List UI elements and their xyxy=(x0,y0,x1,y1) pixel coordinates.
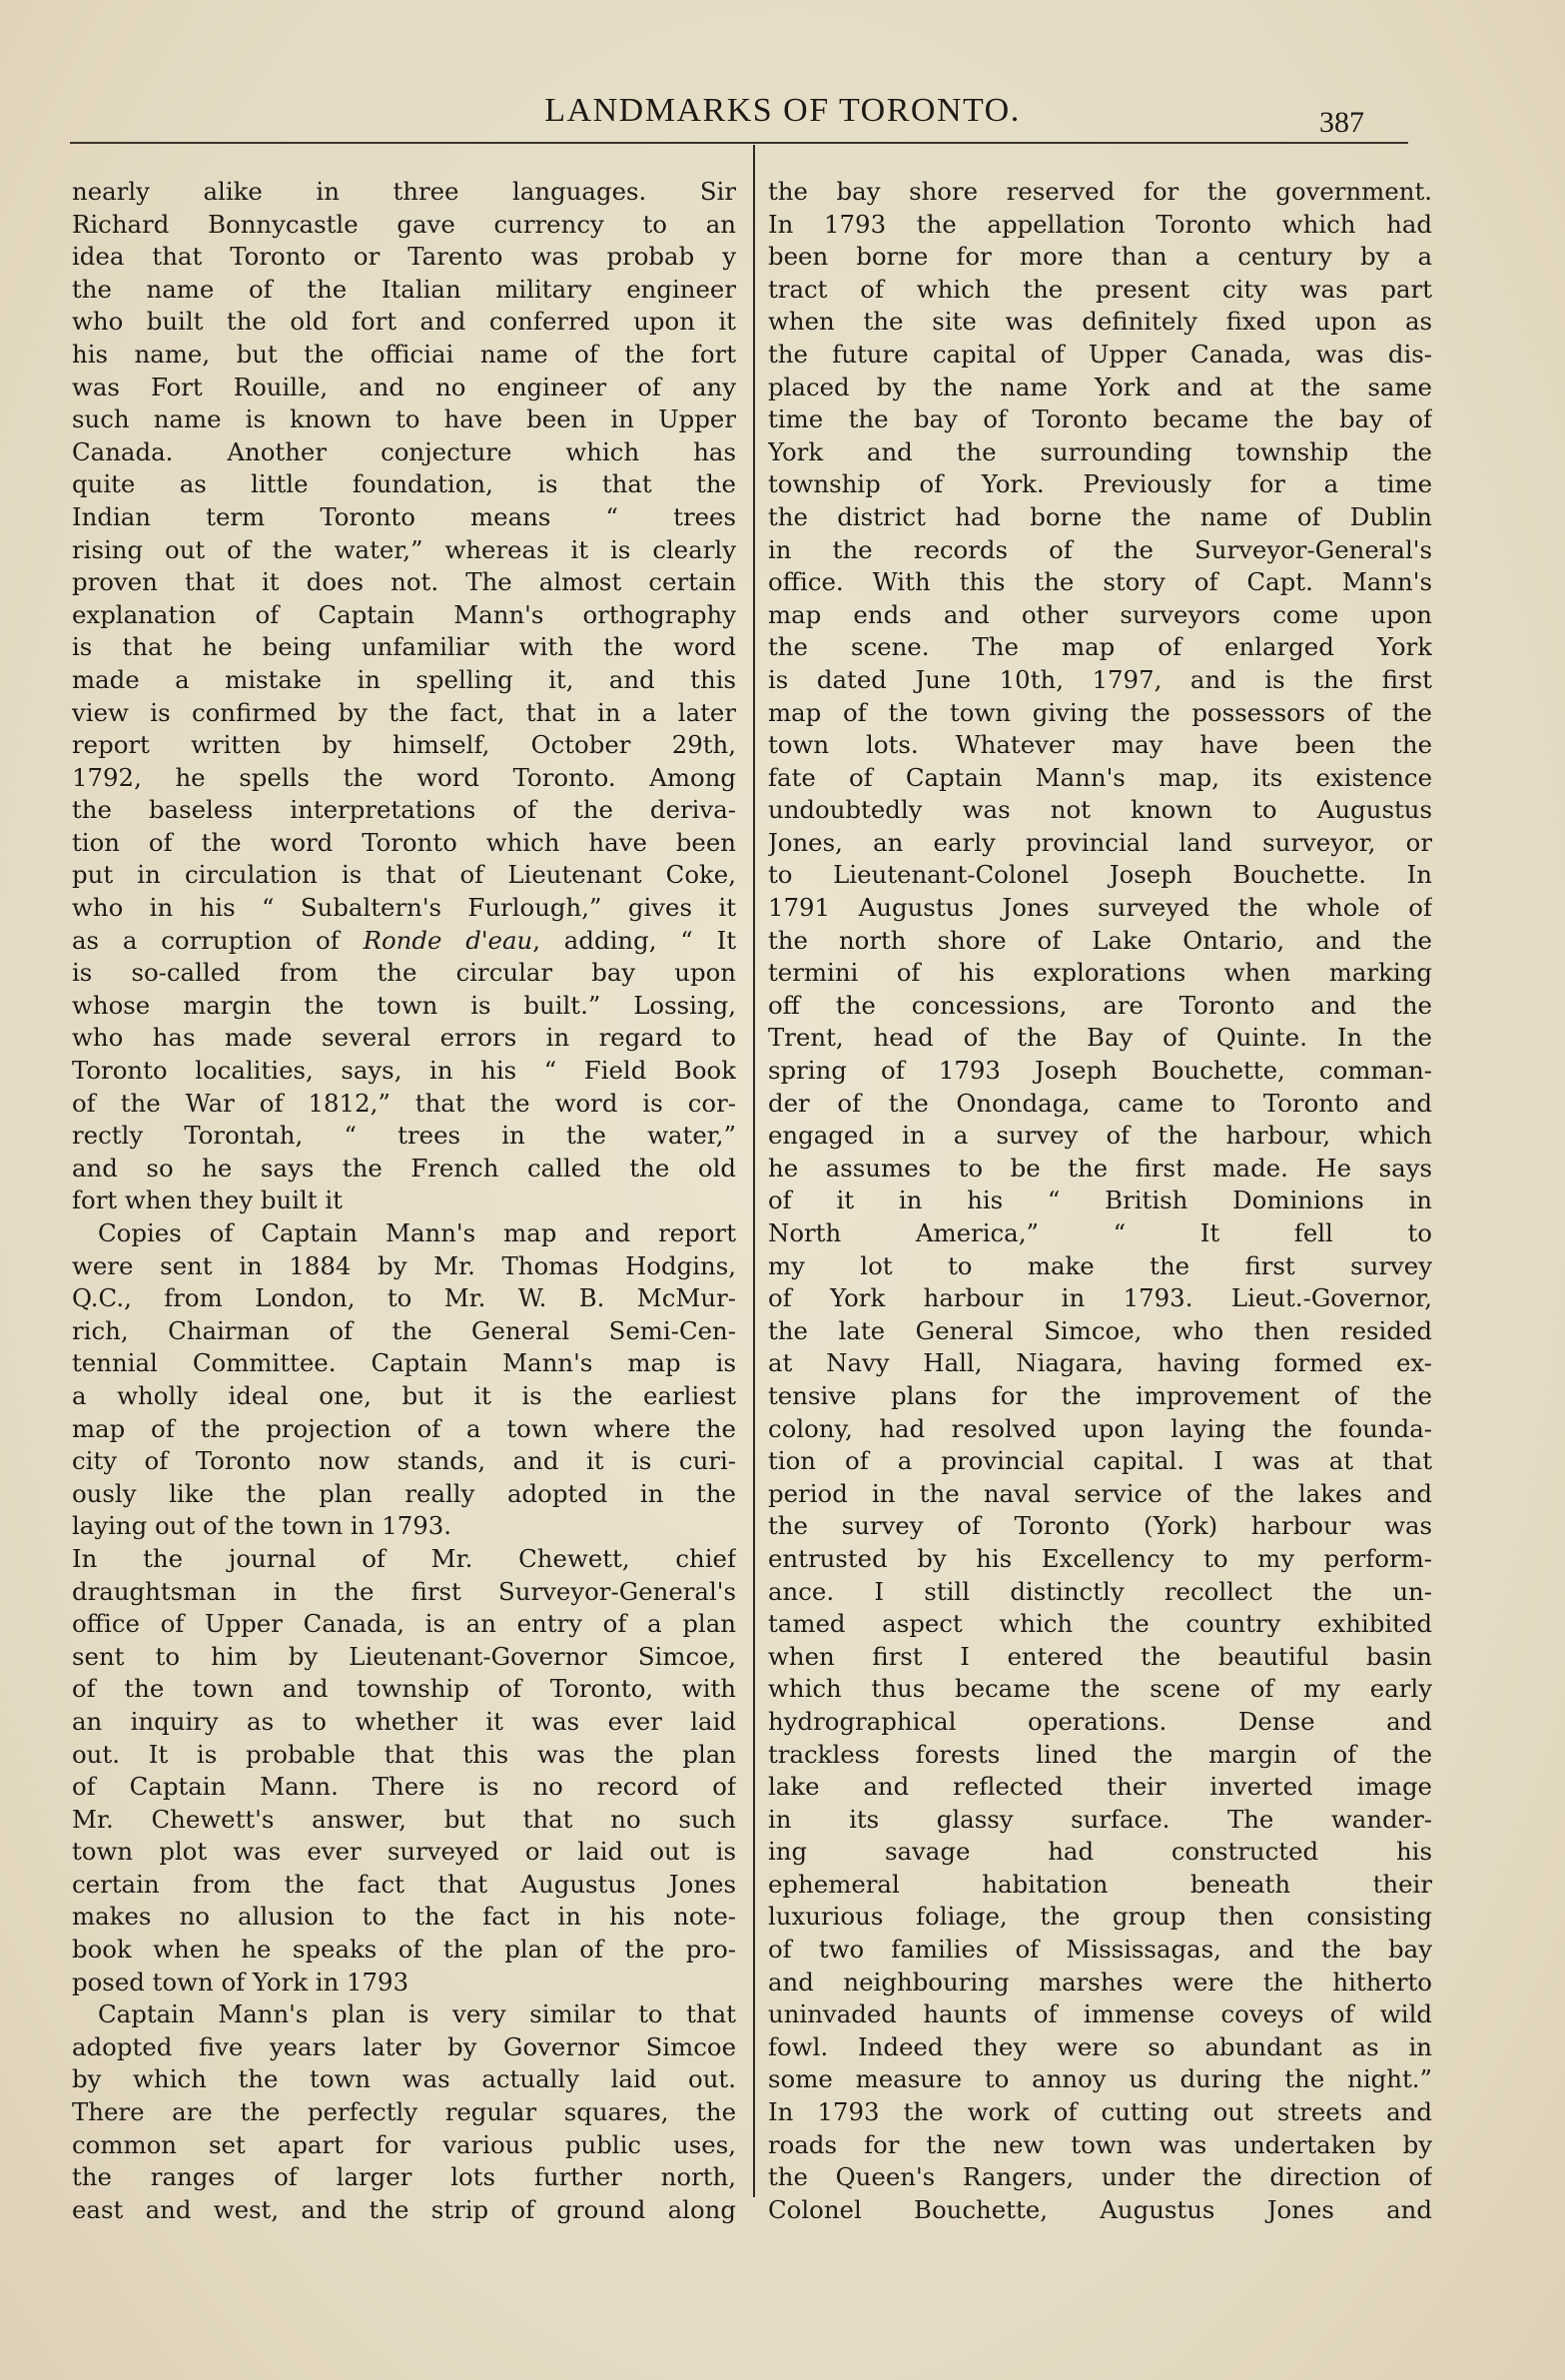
text-line: of Captain Mann. There is no record of xyxy=(72,1772,736,1802)
text-line: tensive plans for the improvement of the xyxy=(768,1380,1432,1410)
text-line: my lot to make the first survey xyxy=(768,1250,1432,1280)
text-line: city of Toronto now stands, and it is curi- xyxy=(72,1446,736,1476)
text-line: township of York. Previously for a time xyxy=(768,469,1432,499)
text-line: the district had borne the name of Dublin xyxy=(768,501,1432,531)
text-line: of York harbour in 1793. Lieut.-Governor, xyxy=(768,1283,1432,1313)
text-line: rich, Chairman of the General Semi-Cen- xyxy=(72,1315,736,1345)
text-line: at Navy Hall, Niagara, having formed ex- xyxy=(768,1348,1432,1378)
text-line: of it in his “ British Dominions in xyxy=(768,1186,1432,1215)
text-line: placed by the name York and at the same xyxy=(768,372,1432,401)
text-line: office of Upper Canada, is an entry of a plan xyxy=(72,1609,736,1639)
text-line: book when he speaks of the plan of the pro- xyxy=(72,1935,736,1965)
text-line: report written by himself, October 29th, xyxy=(72,730,736,760)
text-line: undoubtedly was not known to Augustus xyxy=(768,795,1432,825)
text-line: Toronto localities, says, in his “ Field Book xyxy=(72,1056,736,1086)
text-line: roads for the new town was undertaken by xyxy=(768,2129,1432,2159)
text-line: ing savage had constructed his xyxy=(768,1837,1432,1867)
text-line: the ranges of larger lots further north, xyxy=(72,2162,736,2192)
text-line: when first I entered the beautiful basin xyxy=(768,1641,1432,1671)
text-line: off the concessions, are Toronto and the xyxy=(768,990,1432,1020)
text-line: as a corruption of Ronde d'eau, adding, “ It xyxy=(72,925,736,955)
text-line: of the War of 1812,” that the word is cor- xyxy=(72,1088,736,1118)
text-line: York and the surrounding township the xyxy=(768,436,1432,466)
text-line: Richard Bonnycastle gave currency to an xyxy=(72,209,736,239)
text-line: explanation of Captain Mann's orthography xyxy=(72,599,736,629)
text-line: map ends and other surveyors come upon xyxy=(768,599,1432,629)
text-line: is so-called from the circular bay upon xyxy=(72,958,736,988)
text-line: town lots. Whatever may have been the xyxy=(768,730,1432,760)
text-line: fate of Captain Mann's map, its existence xyxy=(768,762,1432,792)
text-line: some measure to annoy us during the night.” xyxy=(768,2064,1432,2094)
text-line: tract of which the present city was part xyxy=(768,274,1432,304)
text-line: which thus became the scene of my early xyxy=(768,1674,1432,1704)
text-line: tennial Committee. Captain Mann's map is xyxy=(72,1348,736,1378)
text-line: tamed aspect which the country exhibited xyxy=(768,1609,1432,1639)
text-line: when the site was definitely fixed upon as xyxy=(768,307,1432,337)
text-line: quite as little foundation, is that the xyxy=(72,469,736,499)
text-line: entrusted by his Excellency to my perform- xyxy=(768,1543,1432,1573)
text-line: trackless forests lined the margin of the xyxy=(768,1739,1432,1769)
text-line: in its glassy surface. The wander- xyxy=(768,1804,1432,1834)
text-line: and so he says the French called the old xyxy=(72,1153,736,1183)
text-line: and neighbouring marshes were the hitherto xyxy=(768,1967,1432,1996)
text-line: engaged in a survey of the harbour, which xyxy=(768,1121,1432,1151)
text-line: spring of 1793 Joseph Bouchette, comman- xyxy=(768,1056,1432,1086)
text-line: fort when they built it xyxy=(72,1186,343,1215)
text-line: the name of the Italian military engineer xyxy=(72,274,736,304)
text-line: of the town and township of Toronto, with xyxy=(72,1674,736,1704)
text-line: Colonel Bouchette, Augustus Jones and xyxy=(768,2194,1432,2224)
text-line: proven that it does not. The almost certain xyxy=(72,567,736,597)
text-line: the late General Simcoe, who then resided xyxy=(768,1315,1432,1345)
text-line: termini of his explorations when marking xyxy=(768,958,1432,988)
text-line: out. It is probable that this was the plan xyxy=(72,1739,736,1769)
text-line: uninvaded haunts of immense coveys of wild xyxy=(768,1999,1432,2029)
text-line: in the records of the Surveyor-General's xyxy=(768,534,1432,564)
column-divider xyxy=(753,145,755,2197)
text-line: 1791 Augustus Jones surveyed the whole of xyxy=(768,893,1432,923)
left-column xyxy=(72,176,736,2226)
text-line: North America,” “ It fell to xyxy=(768,1218,1432,1247)
text-line: town plot was ever surveyed or laid out is xyxy=(72,1837,736,1867)
text-line: an inquiry as to whether it was ever laid xyxy=(72,1706,736,1736)
text-line: whose margin the town is built.” Lossing, xyxy=(72,990,736,1020)
text-line: time the bay of Toronto became the bay of xyxy=(768,404,1432,434)
text-line: made a mistake in spelling it, and this xyxy=(72,664,736,694)
text-line: In the journal of Mr. Chewett, chief xyxy=(72,1543,736,1573)
text-line: In 1793 the work of cutting out streets and xyxy=(768,2097,1432,2127)
text-line: been borne for more than a century by a xyxy=(768,242,1432,272)
header-rule xyxy=(70,142,1408,144)
text-line: 1792, he spells the word Toronto. Among xyxy=(72,762,736,792)
right-column xyxy=(768,176,1432,2226)
text-line: Canada. Another conjecture which has xyxy=(72,436,736,466)
text-line: his name, but the officiai name of the fort xyxy=(72,339,736,369)
text-line: common set apart for various public uses, xyxy=(72,2129,736,2159)
running-title: LANDMARKS OF TORONTO. xyxy=(544,92,1021,129)
text-line: the north shore of Lake Ontario, and the xyxy=(768,925,1432,955)
text-line: map of the projection of a town where the xyxy=(72,1413,736,1443)
text-line: the survey of Toronto (York) harbour was xyxy=(768,1511,1432,1541)
text-line: of two families of Mississagas, and the bay xyxy=(768,1935,1432,1965)
text-line: Jones, an early provincial land surveyor, or xyxy=(768,827,1432,857)
text-line: fowl. Indeed they were so abundant as in xyxy=(768,2031,1432,2061)
text-line: hydrographical operations. Dense and xyxy=(768,1706,1432,1736)
text-line: laying out of the town in 1793. xyxy=(72,1511,452,1541)
page-number: 387 xyxy=(1319,106,1364,139)
text-line: view is confirmed by the fact, that in a later xyxy=(72,697,736,727)
text-line: he assumes to be the first made. He says xyxy=(768,1153,1432,1183)
text-line: map of the town giving the possessors of the xyxy=(768,697,1432,727)
text-line: were sent in 1884 by Mr. Thomas Hodgins, xyxy=(72,1250,736,1280)
text-line: period in the naval service of the lakes and xyxy=(768,1478,1432,1508)
text-line: office. With this the story of Capt. Mann's xyxy=(768,567,1432,597)
text-line: put in circulation is that of Lieutenant Coke, xyxy=(72,860,736,890)
text-line: the bay shore reserved for the government. xyxy=(768,177,1432,206)
text-line: certain from the fact that Augustus Jones xyxy=(72,1869,736,1899)
text-line: tion of a provincial capital. I was at that xyxy=(768,1446,1432,1476)
text-line: was Fort Rouille, and no engineer of any xyxy=(72,372,736,401)
text-line: who in his “ Subaltern's Furlough,” gives it xyxy=(72,893,736,923)
text-line: lake and reflected their inverted image xyxy=(768,1772,1432,1802)
text-line: the scene. The map of enlarged York xyxy=(768,632,1432,662)
text-line: ously like the plan really adopted in the xyxy=(72,1478,736,1508)
text-line: is that he being unfamiliar with the word xyxy=(72,632,736,662)
text-line: who has made several errors in regard to xyxy=(72,1023,736,1053)
text-line: nearly alike in three languages. Sir xyxy=(72,177,736,206)
text-line: rectly Torontah, “ trees in the water,” xyxy=(72,1121,736,1151)
text-line: There are the perfectly regular squares, the xyxy=(72,2097,736,2127)
text-line: tion of the word Toronto which have been xyxy=(72,827,736,857)
text-line: sent to him by Lieutenant-Governor Simcoe, xyxy=(72,1641,736,1671)
text-line: colony, had resolved upon laying the founda- xyxy=(768,1413,1432,1443)
text-line: Q.C., from London, to Mr. W. B. McMur- xyxy=(72,1283,736,1313)
text-line: the future capital of Upper Canada, was dis- xyxy=(768,339,1432,369)
text-line: such name is known to have been in Upper xyxy=(72,404,736,434)
text-line: to Lieutenant-Colonel Joseph Bouchette. In xyxy=(768,860,1432,890)
text-line: ephemeral habitation beneath their xyxy=(768,1869,1432,1899)
text-line: the baseless interpretations of the deriva- xyxy=(72,795,736,825)
text-line: luxurious foliage, the group then consisting xyxy=(768,1902,1432,1932)
text-line: Mr. Chewett's answer, but that no such xyxy=(72,1804,736,1834)
text-line: rising out of the water,” whereas it is clearly xyxy=(72,534,736,564)
text-line: the Queen's Rangers, under the direction of xyxy=(768,2162,1432,2192)
text-line: makes no allusion to the fact in his note- xyxy=(72,1902,736,1932)
text-line: In 1793 the appellation Toronto which had xyxy=(768,209,1432,239)
text-line: Copies of Captain Mann's map and report xyxy=(98,1218,736,1247)
text-line: is dated June 10th, 1797, and is the first xyxy=(768,664,1432,694)
text-line: who built the old fort and conferred upon it xyxy=(72,307,736,337)
text-line: east and west, and the strip of ground along xyxy=(72,2194,736,2224)
text-line: idea that Toronto or Tarento was probab y xyxy=(72,242,736,272)
text-line: posed town of York in 1793 xyxy=(72,1967,409,1996)
text-line: draughtsman in the first Surveyor-General's xyxy=(72,1576,736,1606)
text-line: Trent, head of the Bay of Quinte. In the xyxy=(768,1023,1432,1053)
text-line: der of the Onondaga, came to Toronto and xyxy=(768,1088,1432,1118)
text-line: a wholly ideal one, but it is the earliest xyxy=(72,1380,736,1410)
text-line: by which the town was actually laid out. xyxy=(72,2064,736,2094)
text-line: Captain Mann's plan is very similar to that xyxy=(98,1999,736,2029)
text-line: Indian term Toronto means “ trees xyxy=(72,501,736,531)
text-line: ance. I still distinctly recollect the un- xyxy=(768,1576,1432,1606)
text-line: adopted five years later by Governor Simcoe xyxy=(72,2031,736,2061)
